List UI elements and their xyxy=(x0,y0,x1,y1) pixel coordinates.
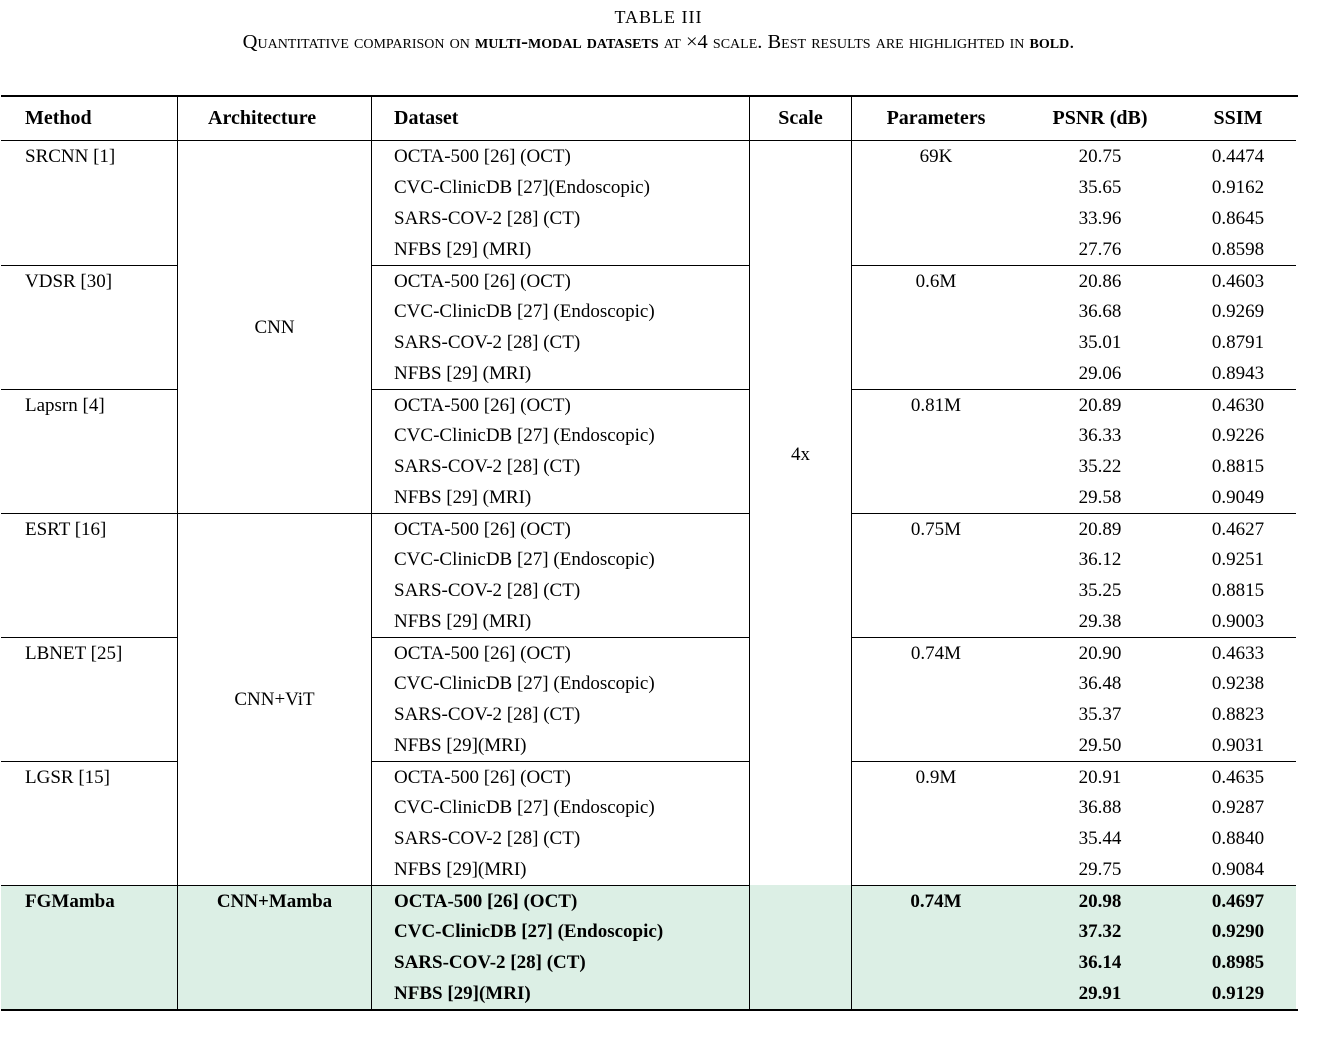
ssim-cell: 0.4474 xyxy=(1211,146,1265,167)
dataset-cell: CVC-ClinicDB [27] (Endoscopic) xyxy=(372,916,750,947)
scale-cell: 4x xyxy=(750,141,852,1009)
psnr-cell: 36.68 xyxy=(1078,301,1122,322)
dataset-cell: NFBS [29](MRI) xyxy=(372,854,750,885)
dataset-cell: OCTA-500 [26] (OCT) xyxy=(372,637,750,668)
ssim-cell: 0.4603 xyxy=(1180,265,1296,296)
ssim-cell: 0.4633 xyxy=(1180,637,1296,668)
parameters-cell: 0.81M xyxy=(852,389,1020,513)
psnr-cell: 29.75 xyxy=(1078,859,1122,880)
dataset-cell: NFBS [29](MRI) xyxy=(372,730,750,761)
ssim-cell: 0.8598 xyxy=(1211,239,1265,260)
dataset-cell: OCTA-500 [26] (OCT) xyxy=(372,513,750,544)
ssim-cell: 0.9238 xyxy=(1211,673,1265,694)
psnr-cell: 35.01 xyxy=(1078,332,1122,353)
psnr-cell: 20.90 xyxy=(1020,637,1180,668)
architecture-cell: CNN+ViT xyxy=(178,513,372,885)
parameters-cell: 0.75M xyxy=(852,513,1020,637)
ssim-cell: 0.9162 xyxy=(1211,177,1265,198)
psnr-cell: 29.06 xyxy=(1078,363,1122,384)
ssim-cell: 0.9290 xyxy=(1211,921,1265,942)
psnr-cell: 20.89 xyxy=(1020,389,1180,420)
ssim-cell: 0.4697 xyxy=(1180,885,1296,916)
psnr-cell: 36.88 xyxy=(1078,797,1122,818)
psnr-cell: 36.14 xyxy=(1078,952,1122,973)
ssim-cell: 0.9269 xyxy=(1211,301,1265,322)
psnr-cell: 29.50 xyxy=(1078,735,1122,756)
ssim-cell: 0.9084 xyxy=(1211,859,1265,880)
ssim-cell: 0.8823 xyxy=(1211,704,1265,725)
ssim-cell: 0.8985 xyxy=(1211,952,1265,973)
ssim-cell: 0.4630 xyxy=(1180,389,1296,420)
ssim-cell: 0.9226 xyxy=(1211,425,1265,446)
ssim-cell: 0.9003 xyxy=(1211,611,1265,632)
ssim-cell: 0.9129 xyxy=(1211,983,1265,1004)
dataset-cell: OCTA-500 [26] (OCT) xyxy=(372,141,750,172)
method-cell: ESRT [16] xyxy=(1,513,178,637)
dataset-cell: SARS-COV-2 [28] (CT) xyxy=(372,203,750,234)
dataset-cell: SARS-COV-2 [28] (CT) xyxy=(372,327,750,358)
psnr-cell: 20.98 xyxy=(1020,885,1180,916)
method-cell: LBNET [25] xyxy=(1,637,178,761)
psnr-cell: 35.44 xyxy=(1078,828,1122,849)
header-cell-parameters: Parameters xyxy=(852,97,1020,141)
dataset-cell: OCTA-500 [26] (OCT) xyxy=(372,265,750,296)
dataset-cell: SARS-COV-2 [28] (CT) xyxy=(372,947,750,978)
table-caption xyxy=(0,31,1317,54)
dataset-cell: CVC-ClinicDB [27] (Endoscopic) xyxy=(372,420,750,451)
caption-bold-segment: multi-modal datasets xyxy=(475,31,659,53)
method-cell: VDSR [30] xyxy=(1,265,178,389)
architecture-cell: CNN xyxy=(178,141,372,513)
ssim-cell: 0.9049 xyxy=(1211,487,1265,508)
dataset-cell: SARS-COV-2 [28] (CT) xyxy=(372,699,750,730)
header-cell-architecture: Architecture xyxy=(178,97,372,141)
dataset-cell: NFBS [29] (MRI) xyxy=(372,606,750,637)
header-cell-method: Method xyxy=(1,97,178,141)
header-cell-psnr-db: PSNR (dB) xyxy=(1020,97,1180,141)
header-cell-dataset: Dataset xyxy=(372,97,750,141)
psnr-cell: 33.96 xyxy=(1078,208,1122,229)
dataset-cell: CVC-ClinicDB [27] (Endoscopic) xyxy=(372,668,750,699)
ssim-cell: 0.8840 xyxy=(1211,828,1265,849)
parameters-cell: 0.6M xyxy=(852,265,1020,389)
caption-segment: Quantitative comparison on xyxy=(242,31,475,53)
method-cell: Lapsrn [4] xyxy=(1,389,178,513)
parameters-cell: 0.74M xyxy=(852,637,1020,761)
dataset-cell: SARS-COV-2 [28] (CT) xyxy=(372,451,750,482)
parameters-cell: 0.9M xyxy=(852,761,1020,885)
dataset-cell: OCTA-500 [26] (OCT) xyxy=(372,885,750,916)
method-cell: LGSR [15] xyxy=(1,761,178,885)
ssim-cell: 0.8791 xyxy=(1211,332,1265,353)
caption-segment: . xyxy=(1069,31,1075,53)
header-cell-ssim: SSIM xyxy=(1180,97,1296,141)
dataset-cell: SARS-COV-2 [28] (CT) xyxy=(372,575,750,606)
dataset-cell: NFBS [29] (MRI) xyxy=(372,358,750,389)
dataset-cell: OCTA-500 [26] (OCT) xyxy=(372,389,750,420)
dataset-cell: SARS-COV-2 [28] (CT) xyxy=(372,823,750,854)
dataset-cell: OCTA-500 [26] (OCT) xyxy=(372,761,750,792)
psnr-cell: 36.48 xyxy=(1078,673,1122,694)
psnr-cell: 20.86 xyxy=(1020,265,1180,296)
psnr-cell: 37.32 xyxy=(1078,921,1122,942)
dataset-cell: CVC-ClinicDB [27] (Endoscopic) xyxy=(372,544,750,575)
psnr-cell: 35.25 xyxy=(1078,580,1122,601)
method-cell: FGMamba xyxy=(1,885,178,1009)
results-table xyxy=(1,95,1298,1011)
method-cell: SRCNN [1] xyxy=(1,141,178,265)
parameters-cell: 69K xyxy=(919,146,953,167)
caption-segment: at ×4 scale. Best results are highlighted in xyxy=(658,31,1030,53)
ssim-cell: 0.9287 xyxy=(1211,797,1265,818)
ssim-cell: 0.4635 xyxy=(1180,761,1296,792)
ssim-cell: 0.8815 xyxy=(1211,456,1265,477)
psnr-cell: 20.91 xyxy=(1020,761,1180,792)
dataset-cell: NFBS [29] (MRI) xyxy=(372,482,750,513)
psnr-cell: 27.76 xyxy=(1078,239,1122,260)
ssim-cell: 0.8943 xyxy=(1211,363,1265,384)
ssim-cell: 0.8645 xyxy=(1211,208,1265,229)
dataset-cell: CVC-ClinicDB [27] (Endoscopic) xyxy=(372,792,750,823)
ssim-cell: 0.8815 xyxy=(1211,580,1265,601)
psnr-cell: 36.12 xyxy=(1078,549,1122,570)
caption-bold-segment: bold xyxy=(1029,31,1070,53)
psnr-cell: 35.37 xyxy=(1078,704,1122,725)
dataset-cell: CVC-ClinicDB [27](Endoscopic) xyxy=(372,172,750,203)
ssim-cell: 0.4627 xyxy=(1180,513,1296,544)
psnr-cell: 20.89 xyxy=(1020,513,1180,544)
parameters-cell: 0.74M xyxy=(852,885,1020,1009)
ssim-cell: 0.9031 xyxy=(1211,735,1265,756)
ssim-cell: 0.9251 xyxy=(1211,549,1265,570)
header-cell-scale: Scale xyxy=(750,97,852,141)
architecture-cell: CNN+Mamba xyxy=(178,885,372,1009)
dataset-cell: CVC-ClinicDB [27] (Endoscopic) xyxy=(372,296,750,327)
psnr-cell: 36.33 xyxy=(1078,425,1122,446)
psnr-cell: 29.38 xyxy=(1078,611,1122,632)
dataset-cell: NFBS [29] (MRI) xyxy=(372,234,750,265)
psnr-cell: 20.75 xyxy=(1078,146,1122,167)
psnr-cell: 29.58 xyxy=(1078,487,1122,508)
psnr-cell: 35.65 xyxy=(1078,177,1122,198)
table-title: TABLE III xyxy=(614,7,703,27)
dataset-cell: NFBS [29](MRI) xyxy=(372,978,750,1009)
psnr-cell: 35.22 xyxy=(1078,456,1122,477)
psnr-cell: 29.91 xyxy=(1078,983,1122,1004)
